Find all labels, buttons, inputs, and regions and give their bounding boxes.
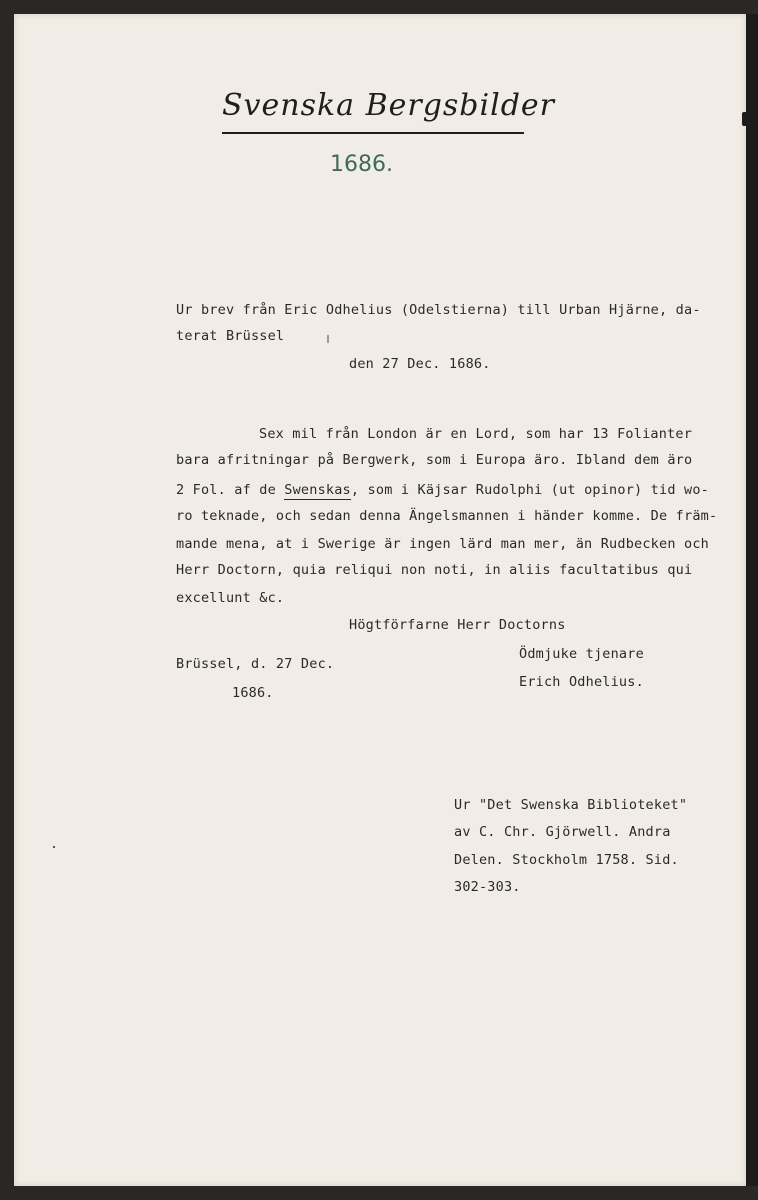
faint-mark	[327, 335, 329, 343]
handwritten-title: Svenska Bergsbilder	[222, 88, 556, 123]
body-line-7: excellunt &c.	[176, 590, 285, 606]
body-line-3-end: , som i Käjsar Rudolphi (ut opinor) tid wo-	[350, 482, 709, 498]
body-line-3-start: 2 Fol. af de	[176, 482, 285, 498]
intro-line-1: Ur brev från Eric Odhelius (Odelstierna) till Urban Hjärne, da-	[176, 302, 701, 318]
underlined-word: Swenskas	[284, 482, 351, 498]
source-line-3: Delen. Stockholm 1758. Sid.	[454, 852, 679, 868]
body-line-2: bara afritningar på Bergwerk, som i Europa äro. Ibland dem äro	[176, 452, 693, 468]
intro-date: den 27 Dec. 1686.	[349, 356, 491, 372]
scan-background-edge	[746, 14, 758, 1186]
intro-line-2: terat Brüssel	[176, 328, 285, 344]
closing-servant: Ödmjuke tjenare	[519, 646, 644, 662]
closing-signature: Erich Odhelius.	[519, 674, 644, 690]
body-line-3	[176, 482, 709, 498]
body-line-5: mande mena, at i Swerige är ingen lärd man mer, än Rudbecken och	[176, 536, 709, 552]
speck	[53, 846, 55, 848]
closing-year: 1686.	[232, 685, 274, 701]
source-line-1: Ur "Det Swenska Biblioteket"	[454, 797, 688, 813]
title-underline	[222, 132, 524, 134]
body-line-6: Herr Doctorn, quia reliqui non noti, in aliis facultatibus qui	[176, 562, 693, 578]
source-line-4: 302-303.	[454, 879, 521, 895]
handwritten-year: 1686.	[330, 152, 393, 177]
document-page	[14, 14, 746, 1186]
body-line-4: ro teknade, och sedan denna Ängelsmannen i händer komme. De främ-	[176, 508, 718, 524]
closing-place-date: Brüssel, d. 27 Dec.	[176, 656, 335, 672]
source-line-2: av C. Chr. Gjörwell. Andra	[454, 824, 671, 840]
binder-clip	[742, 112, 750, 126]
closing-greeting: Högtförfarne Herr Doctorns	[349, 617, 566, 633]
body-line-1: Sex mil från London är en Lord, som har 13 Folianter	[259, 426, 693, 442]
